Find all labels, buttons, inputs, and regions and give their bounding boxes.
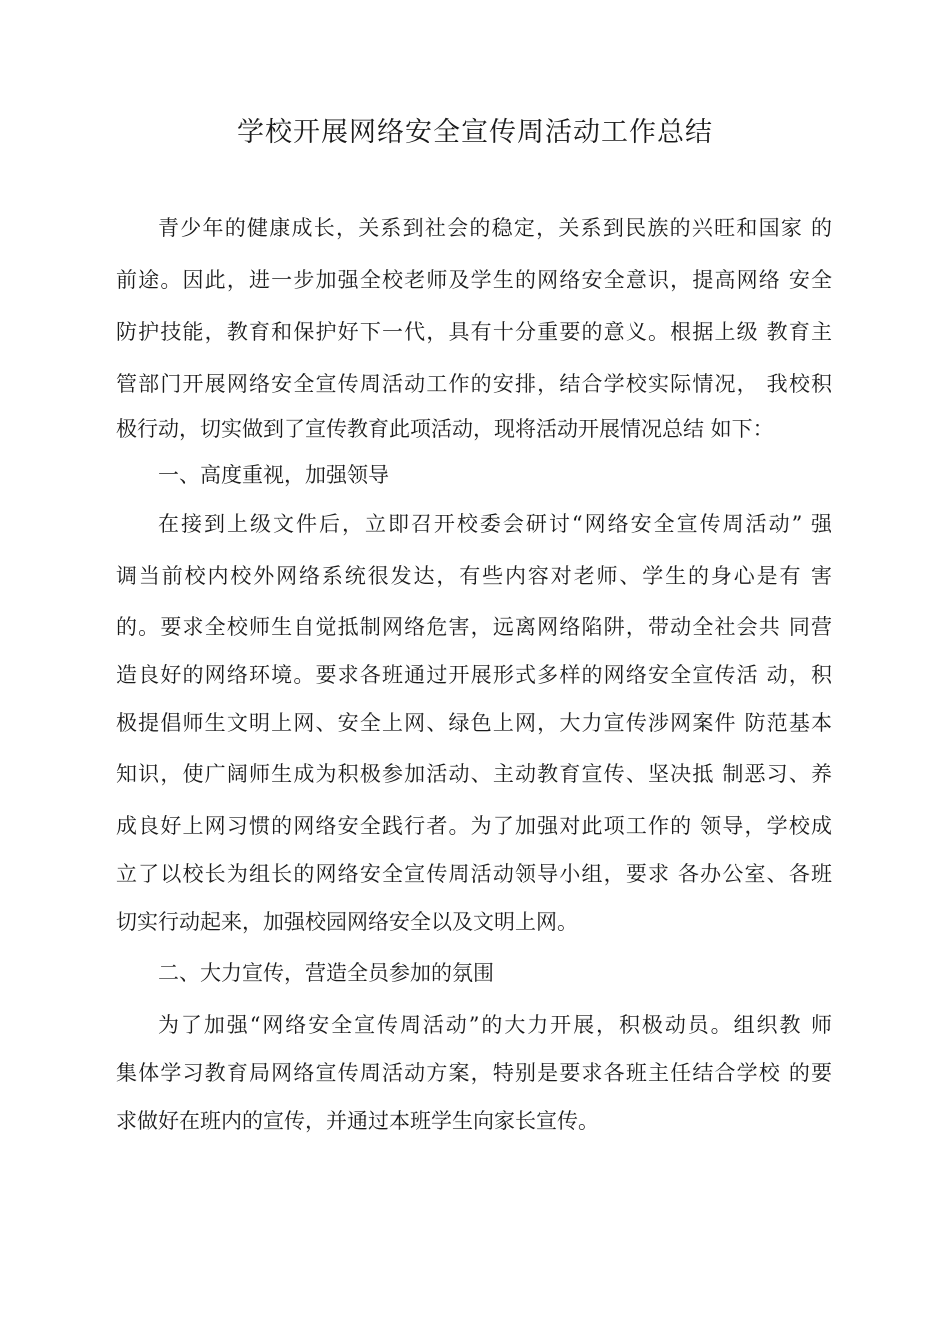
paragraph-line: 造良好的网络环境。要求各班通过开展形式多样的网络安全宣传活 动，积 [116, 663, 832, 687]
paragraph-line: 集体学习教育局网络宣传周活动方案，特别是要求各班主任结合学校 的要 [116, 1061, 832, 1085]
paragraph-line: 切实行动起来，加强校园网络安全以及文明上网。 [116, 910, 578, 934]
paragraph-line: 调当前校内校外网络系统很发达，有些内容对老师、学生的身心是有 害 [116, 564, 832, 588]
section-heading: 二、大力宣传，营造全员参加的氛围 [158, 961, 494, 985]
paragraph-line: 立了以校长为组长的网络安全宣传周活动领导小组，要求 各办公室、各班 [116, 862, 832, 886]
paragraph-line: 成良好上网习惯的网络安全践行者。为了加强对此项工作的 领导，学校成 [116, 814, 832, 838]
paragraph-line: 的。要求全校师生自觉抵制网络危害，远离网络陷阱，带动全社会共 同营 [116, 615, 832, 639]
paragraph-line: 求做好在班内的宣传，并通过本班学生向家长宣传。 [116, 1109, 599, 1133]
paragraph-line: 防护技能，教育和保护好下一代，具有十分重要的意义。根据上级 教育主 [116, 320, 832, 344]
document-title: 学校开展网络安全宣传周活动工作总结 [237, 117, 713, 148]
paragraph-line: 青少年的健康成长，关系到社会的稳定，关系到民族的兴旺和国家 的 [158, 216, 832, 240]
section-heading: 一、高度重视，加强领导 [158, 463, 389, 487]
paragraph-line: 极行动，切实做到了宣传教育此项活动，现将活动开展情况总结 如下： [116, 417, 774, 441]
paragraph-line: 在接到上级文件后，立即召开校委会研讨“网络安全宣传周活动” 强 [158, 512, 832, 536]
paragraph-line: 极提倡师生文明上网、安全上网、绿色上网，大力宣传涉网案件 防范基本 [116, 711, 832, 735]
paragraph-line: 管部门开展网络安全宣传周活动工作的安排，结合学校实际情况， 我校积 [116, 372, 832, 396]
paragraph-line: 前途。因此，进一步加强全校老师及学生的网络安全意识，提高网络 安全 [116, 268, 832, 292]
paragraph-line: 为了加强“网络安全宣传周活动”的大力开展，积极动员。组织教 师 [158, 1013, 832, 1037]
paragraph-line: 知识，使广阔师生成为积极参加活动、主动教育宣传、坚决抵 制恶习、养 [116, 762, 832, 786]
